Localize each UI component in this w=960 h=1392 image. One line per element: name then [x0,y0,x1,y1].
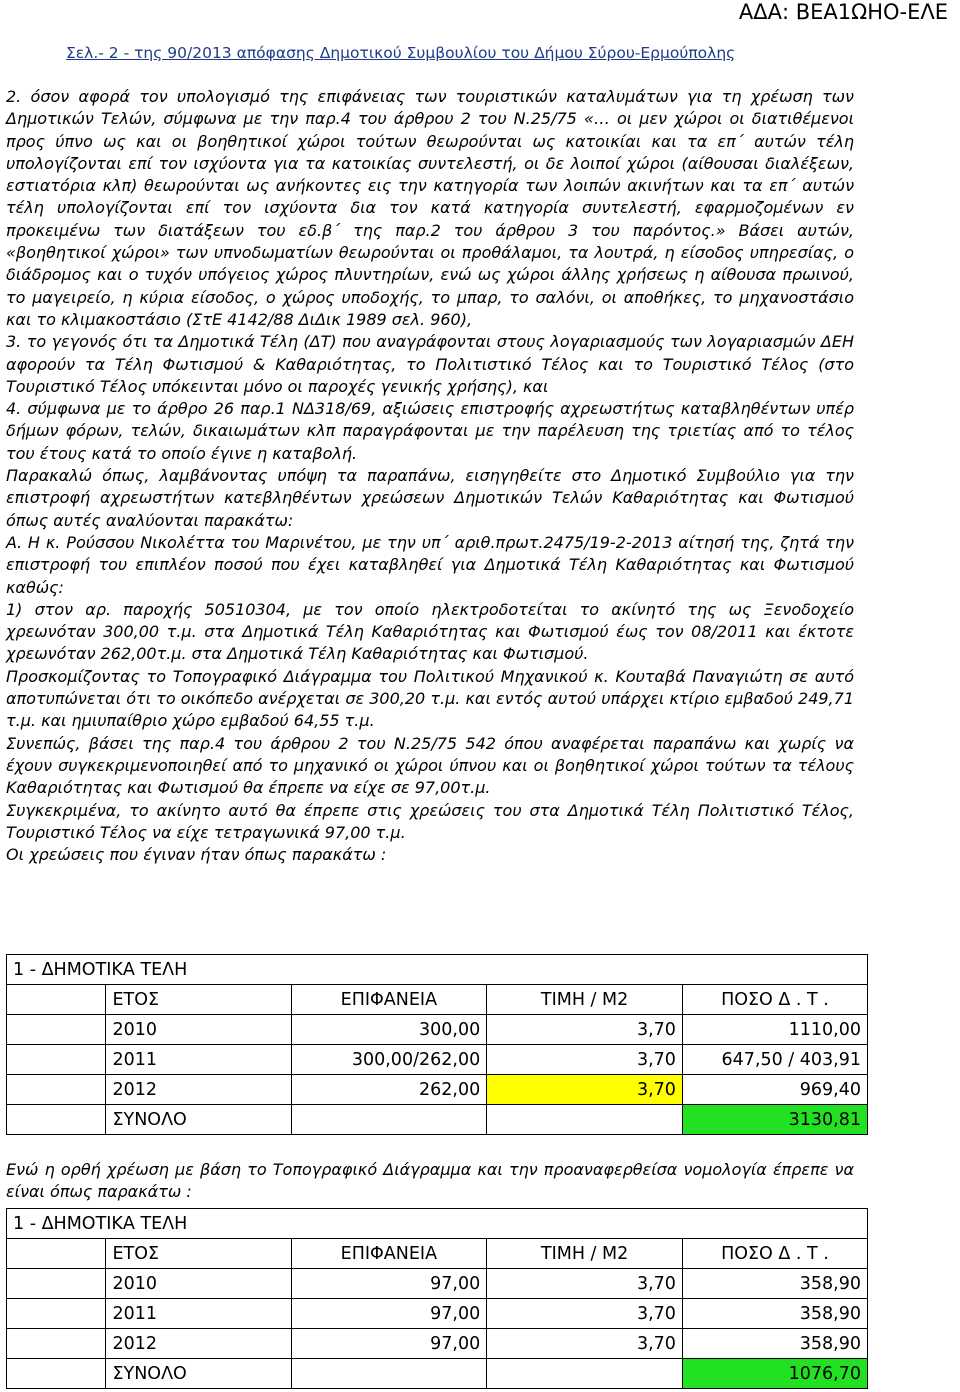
cell-price: 3,70 [487,1299,683,1329]
paragraph-4: 4. σύμφωνα με το άρθρο 26 παρ.1 ΝΔ318/69, αξιώσεις επιστροφής αχρεωστήτως καταβληθέντων υπέρ δήμων φόρων, τελών, δικαιωμάτων κλπ παραγράφονται με την παρέλευση της τριετίας από το τέλος του έτους κατά το οποίο έγινε η καταβολή. [6,399,854,463]
charges-table-correct [6,1208,868,1389]
table-header-row [7,1239,868,1269]
cell-amount: 358,90 [682,1329,867,1359]
paragraph-3: 3. το γεγονός ότι τα Δημοτικά Τέλη (ΔΤ) που αναγράφονται στους λογαριασμούς των λογαριασμών ΔΕΗ αφορούν τα Τέλη Φωτισμού & Καθαριότητας, το Πολιτιστικό Τέλος και το Τουριστικό Τέλος (στο Τουριστικό Τέλος υπόκεινται μόνο οι παροχές γενικής χρήσης), και [6,332,854,396]
document-body [6,86,854,866]
paragraph-request: Παρακαλώ όπως, λαμβάνοντας υπόψη τα παραπάνω, εισηγηθείτε στο Δημοτικό Συμβούλιο για την επιστροφή αχρεωστήτων κατεβληθέντων χρεώσεων Δημοτικών Τελών Καθαριότητας και Φωτισμού όπως αυτές αναλύονται παρακάτω: [6,466,854,530]
cell-area: 97,00 [291,1269,487,1299]
paragraph-supply-number: 1) στον αρ. παροχής 50510304, με τον οποίο ηλεκτροδοτείται το ακίνητό της ως Ξενοδοχείο χρεωνόταν 300,00 τ.μ. στα Δημοτικά Τέλη Καθαριότητας και Φωτισμού έως τον 08/2011 και έκτοτε χρεωνόταν 262,00τ.μ. στα Δημοτικά Τέλη Καθαριότητας και Φωτισμού. [6,599,854,664]
col-header-area: ΕΠΙΦΑΝΕΙΑ [291,1239,487,1269]
table-row [7,1299,868,1329]
cell-area: 300,00 [291,1015,487,1045]
col-header-amount: ΠΟΣΟ Δ . Τ . [682,985,867,1015]
correct-charge-intro: Ενώ η ορθή χρέωση με βάση το Τοπογραφικό Διάγραμμα και την προαναφερθείσα νομολογία έπρεπε να είναι όπως παρακάτω : [6,1160,854,1201]
total-value: 3130,81 [682,1105,867,1135]
table-header-row [7,985,868,1015]
table-row [7,1045,868,1075]
cell-price: 3,70 [487,1045,683,1075]
total-label: ΣΥΝΟΛΟ [106,1105,291,1135]
cell-price: 3,70 [487,1329,683,1359]
charges-table-actual [6,954,868,1135]
cell-year: 2010 [106,1015,291,1045]
table-row [7,1075,868,1105]
cell-price: 3,70 [487,1269,683,1299]
table-total-row [7,1105,868,1135]
cell-amount: 1110,00 [682,1015,867,1045]
col-header-area: ΕΠΙΦΑΝΕΙΑ [291,985,487,1015]
total-label: ΣΥΝΟΛΟ [106,1359,291,1389]
col-header-price: ΤΙΜΗ / Μ2 [487,985,683,1015]
ada-code: ΑΔΑ: ΒΕΑ1ΩΗΟ-ΕΛΕ [738,0,948,24]
cell-area: 97,00 [291,1329,487,1359]
table-title: 1 - ΔΗΜΟΤΙΚΑ ΤΕΛΗ [7,955,868,985]
total-value: 1076,70 [682,1359,867,1389]
table-row [7,1329,868,1359]
col-header-price: ΤΙΜΗ / Μ2 [487,1239,683,1269]
cell-amount: 647,50 / 403,91 [682,1045,867,1075]
paragraph-consequently: Συνεπώς, βάσει της παρ.4 του άρθρου 2 του Ν.25/75 542 όπου αναφέρεται παραπάνω και χωρίς να έχουν συγκεκριμενοποιηθεί από το μηχανικό οι χώροι ύπνου και οι βοηθητικοί χώροι τούτων τα τέλους Καθαριότητας και Φωτισμού θα έπρεπε να είχε σε 97,00τ.μ. [6,733,854,798]
cell-year: 2010 [106,1269,291,1299]
cell-price: 3,70 [487,1015,683,1045]
cell-amount: 358,90 [682,1299,867,1329]
cell-area: 262,00 [291,1075,487,1105]
cell-area: 97,00 [291,1299,487,1329]
table-title: 1 - ΔΗΜΟΤΙΚΑ ΤΕΛΗ [7,1209,868,1239]
col-header-year: ΕΤΟΣ [106,985,291,1015]
paragraph-specifically: Συγκεκριμένα, το ακίνητο αυτό θα έπρεπε στις χρεώσεις του στα Δημοτικά Τέλη Πολιτιστικό Τέλος, Τουριστικό Τέλος να είχε τετραγωνικά 97,00 τ.μ. [6,800,854,842]
cell-year: 2011 [106,1045,291,1075]
cell-amount: 358,90 [682,1269,867,1299]
cell-year: 2012 [106,1329,291,1359]
table-row [7,1015,868,1045]
col-header-amount: ΠΟΣΟ Δ . Τ . [682,1239,867,1269]
paragraph-charges-intro: Οι χρεώσεις που έγιναν ήταν όπως παρακάτω : [6,845,387,865]
cell-year: 2011 [106,1299,291,1329]
cell-amount: 969,40 [682,1075,867,1105]
cell-price-highlighted: 3,70 [487,1075,683,1105]
cell-area: 300,00/262,00 [291,1045,487,1075]
cell-year: 2012 [106,1075,291,1105]
col-header-year: ΕΤΟΣ [106,1239,291,1269]
paragraph-applicant: Α. Η κ. Ρούσσου Νικολέττα του Μαρινέτου, με την υπ΄ αριθ.πρωτ.2475/19-2-2013 αίτησή της, ζητά την επιστροφή του επιπλέον ποσού που έχει καταβληθεί για Δημοτικά Τέλη Καθαριότητας και Φωτισμού καθώς: [6,532,854,597]
table-total-row [7,1359,868,1389]
table-row [7,1269,868,1299]
paragraph-2: 2. όσον αφορά τον υπολογισμό της επιφάνειας των τουριστικών καταλυμάτων για τη χρέωση των Δημοτικών Τελών, σύμφωνα με την παρ.4 του άρθρου 2 του Ν.25/75 «… οι μεν χώροι οι διατιθέμενοι προς ύπνο ως και οι βοηθητικοί χώροι τούτων θεωρούνται ως κατοικίαι και τα επ΄ αυτών τέλη υπολογίζονται επί τον ισχύοντα για τα κατοικίας συντελεστή, οι δε λοιποί χώροι (αίθουσαι διαλέξεων, εστιατόρια κλπ) θεωρούνται ως ανήκοντες εις την κατηγορία των λοιπών ακινήτων και τα επ΄ αυτών τέλη υπολογίζονται επί τον ισχύοντα δια τον κατά κατηγορία συντελεστή, εφαρμοζομένων εν προκειμένω των διατάξεων του εδ.β΄ της παρ.2 του άρθρου 3 του παρόντος.» Βάσει αυτών, «βοηθητικοί χώροι» των υπνοδωματίων θεωρούνται οι προθάλαμοι, τα λουτρά, η είσοδος υπηρεσίας, ο διάδρομος και ο τυχόν υπόγειος χώρος πλυντηρίων, ενώ ως χώροι άλλης χρήσεως η αίθουσα πρωινού, το μαγειρείο, η κύρια είσοδος, ο χώρος υποδοχής, το μπαρ, το σαλόνι, οι αποθήκες, το μηχανοστάσιο και το κλιμακοστάσιο (ΣτΕ 4142/88 ΔιΔικ 1989 σελ. 960), [6,87,854,329]
paragraph-survey: Προσκομίζοντας το Τοπογραφικό Διάγραμμα του Πολιτικού Μηχανικού κ. Κουταβά Παναγιώτη σε αυτό αποτυπώνεται ότι το οικόπεδο ανέρχεται σε 300,20 τ.μ. και εντός αυτού υπάρχει κτίριο εμβαδού 249,71 τ.μ. και ημιυπαίθριο χώρο εμβαδού 64,55 τ.μ. [6,666,854,731]
page-reference: Σελ.- 2 - της 90/2013 απόφασης Δημοτικού Συμβουλίου του Δήμου Σύρου-Ερμούπολης [66,44,736,62]
